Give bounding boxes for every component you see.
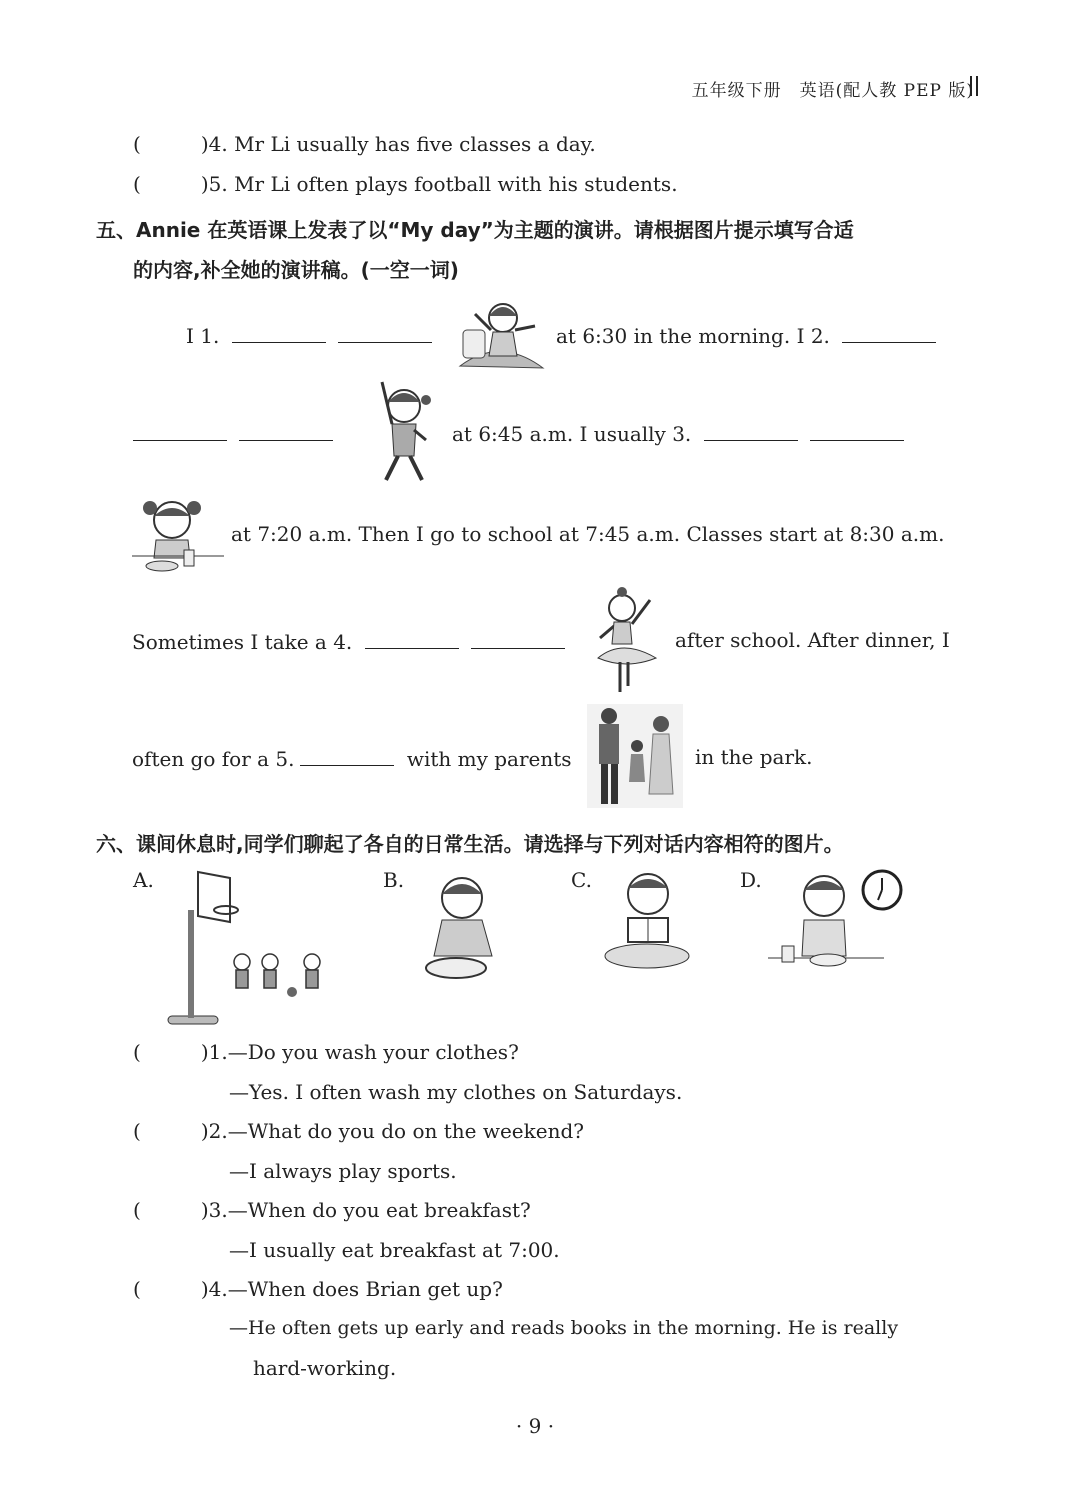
blank-1a[interactable] (232, 322, 326, 343)
item-number: 4. (208, 132, 228, 156)
item-text: Mr Li usually has five classes a day. (234, 132, 596, 156)
option-d-breakfast-picture (768, 866, 908, 978)
breakfast-picture (132, 492, 224, 578)
dialog-2-question (133, 1119, 584, 1143)
page-number: · 9 · (515, 1414, 555, 1438)
paren-open: ( (133, 172, 141, 196)
prev-item-5 (133, 172, 678, 196)
blank-1b[interactable] (338, 322, 432, 343)
s5-row1-start (186, 322, 438, 348)
dialog-question: —What do you do on the weekend? (227, 1119, 584, 1143)
s5-row5-start (132, 745, 572, 771)
paren-close: ) (200, 1040, 209, 1064)
paren-close: ) (200, 1119, 209, 1143)
blank-5[interactable] (300, 745, 394, 766)
dialog-question: —When do you eat breakfast? (227, 1198, 531, 1222)
dialog-1-question (133, 1040, 519, 1064)
dialog-3-question (133, 1198, 531, 1222)
wake-up-picture (455, 296, 545, 374)
dialog-1-answer: —Yes. I often wash my clothes on Saturdays. (229, 1080, 683, 1104)
section6-title: 六、课间休息时,同学们聊起了各自的日常生活。请选择与下列对话内容相符的图片。 (96, 832, 844, 856)
blank-2b[interactable] (133, 420, 227, 441)
walk-picture (587, 704, 683, 808)
paren-open: ( (133, 1198, 141, 1222)
s5-r5b: with my parents (406, 747, 572, 771)
option-c-reading-picture (602, 866, 692, 970)
s5-r1a: I 1. (186, 324, 220, 348)
s5-row4-end: after school. After dinner, I (675, 628, 950, 652)
dialog-2-answer: —I always play sports. (229, 1159, 457, 1183)
dialog-4-question (133, 1277, 503, 1301)
blank-4b[interactable] (471, 628, 565, 649)
s5-r2a: at 6:45 a.m. I usually 3. (452, 422, 692, 446)
section5-title-line1: 五、Annie 在英语课上发表了以“My day”为主题的演讲。请根据图片提示填写合适 (96, 218, 854, 242)
paren-close: ) (200, 132, 209, 156)
dialog-4-answer: —He often gets up early and reads books in the morning. He is really (229, 1317, 899, 1339)
s5-row1-end (556, 322, 942, 348)
option-b-label: B. (383, 868, 405, 892)
section5-title-line2: 的内容,补全她的演讲稿。(一空一词) (133, 258, 459, 282)
paren-close: ) (200, 1198, 209, 1222)
option-b-washing-picture (412, 872, 512, 984)
paren-open: ( (133, 1277, 141, 1301)
paren-close: ) (200, 172, 209, 196)
dialog-number: 2. (208, 1119, 228, 1143)
s5-r1b: at 6:30 in the morning. I 2. (556, 324, 830, 348)
paren-open: ( (133, 1119, 141, 1143)
dialog-question: —When does Brian get up? (227, 1277, 503, 1301)
item-number: 5. (208, 172, 228, 196)
blank-4a[interactable] (365, 628, 459, 649)
dialog-number: 1. (208, 1040, 228, 1064)
blank-2c[interactable] (239, 420, 333, 441)
paren-close: ) (200, 1277, 209, 1301)
dialog-number: 3. (208, 1198, 228, 1222)
header-bar (970, 76, 978, 96)
s5-row2-start (127, 420, 339, 446)
item-text: Mr Li often plays football with his students. (234, 172, 678, 196)
dialog-number: 4. (208, 1277, 228, 1301)
option-d-label: D. (740, 868, 762, 892)
dialog-question: —Do you wash your clothes? (227, 1040, 519, 1064)
dialog-4-answer-cont: hard-working. (253, 1356, 397, 1380)
s5-r4a: Sometimes I take a 4. (132, 630, 353, 654)
blank-2a[interactable] (842, 322, 936, 343)
s5-row4-start (132, 628, 571, 654)
prev-item-4 (133, 132, 596, 156)
blank-3b[interactable] (810, 420, 904, 441)
option-a-basketball-picture (160, 870, 340, 1028)
exercise-picture (356, 378, 438, 486)
option-a-label: A. (133, 868, 154, 892)
s5-row2-end (452, 420, 910, 446)
dialog-3-answer: —I usually eat breakfast at 7:00. (229, 1238, 560, 1262)
s5-row3: at 7:20 a.m. Then I go to school at 7:45 a.m. Classes start at 8:30 a.m. (231, 522, 945, 546)
paren-open: ( (133, 1040, 141, 1064)
s5-row5-end: in the park. (695, 745, 813, 769)
dance-picture (592, 586, 662, 698)
option-c-label: C. (571, 868, 592, 892)
paren-open: ( (133, 132, 141, 156)
page-header: 五年级下册 英语(配人教 PEP 版) (691, 81, 974, 101)
s5-r5a: often go for a 5. (132, 747, 295, 771)
blank-3a[interactable] (704, 420, 798, 441)
